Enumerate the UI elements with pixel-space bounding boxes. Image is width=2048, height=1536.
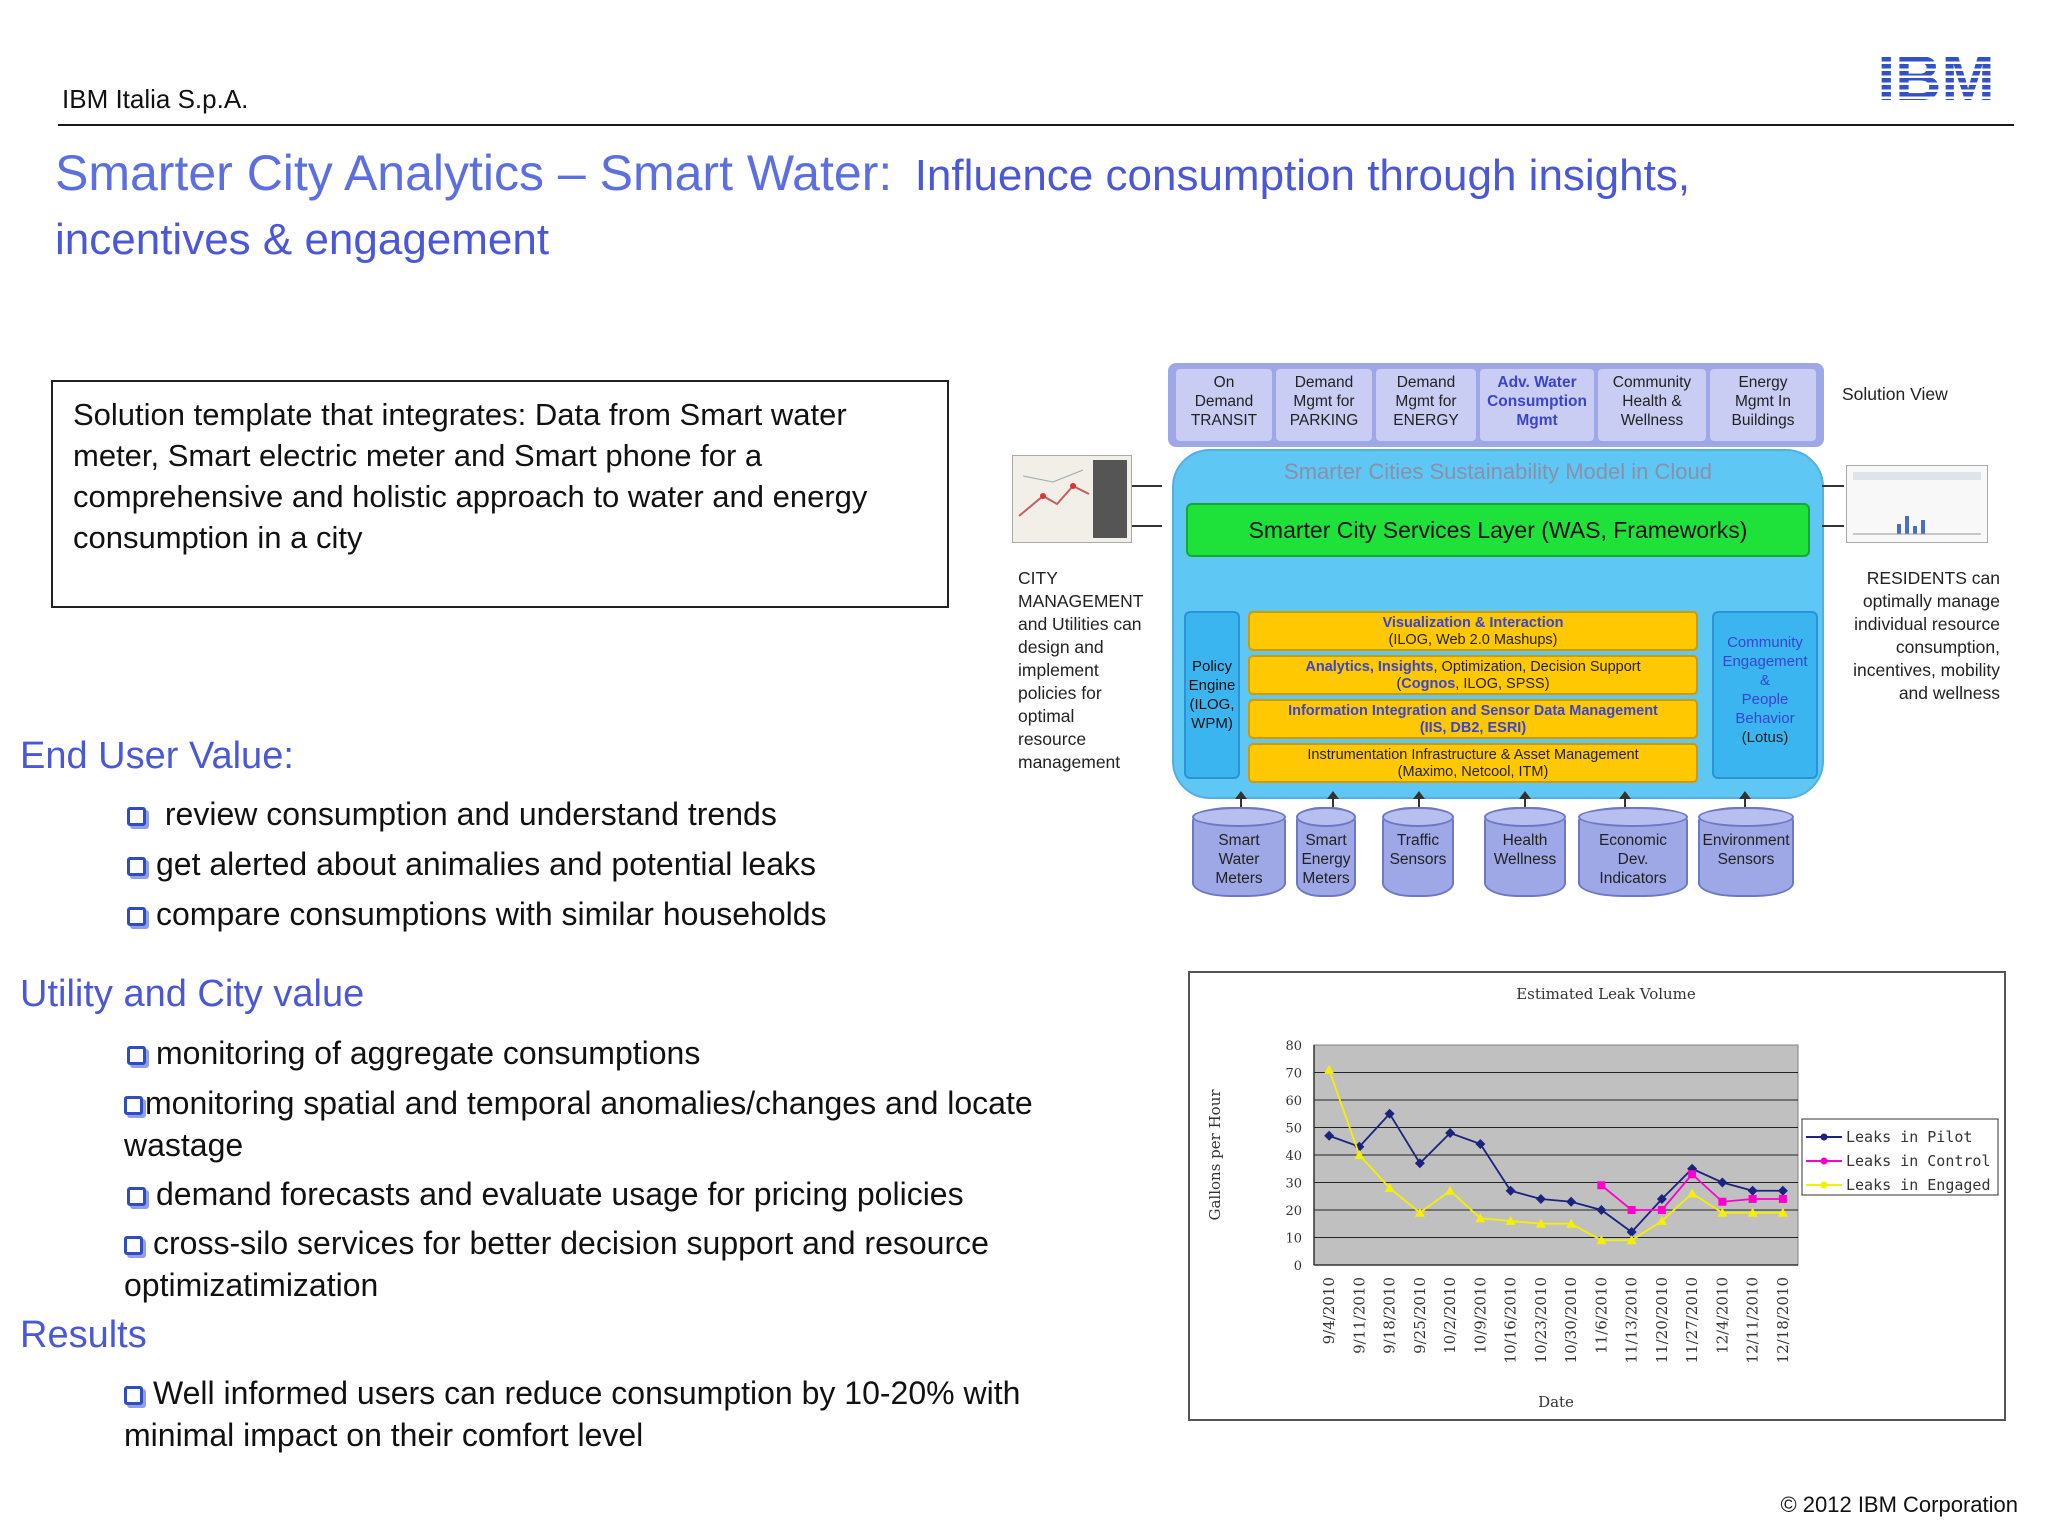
checkbox-bullet-icon [127,1187,146,1206]
data-point [1749,1195,1757,1203]
app-box-transit: On Demand TRANSIT [1176,369,1272,441]
sensor-smart-energy-meters: Smart Energy Meters [1296,807,1356,897]
arrow-left-icon [1132,525,1162,527]
x-tick-label: 9/25/2010 [1410,1277,1429,1354]
utility-item: monitoring spatial and temporal anomalies/changes and locate wastage [124,1085,1033,1163]
company-name: IBM Italia S.p.A. [62,84,249,114]
y-tick-label: 80 [1285,1039,1302,1054]
checkbox-bullet-icon [124,1096,143,1115]
x-tick-label: 10/23/2010 [1531,1277,1550,1364]
sensor-smart-water-meters: Smart Water Meters [1192,807,1286,897]
x-tick-label: 10/16/2010 [1501,1277,1520,1364]
legend-label: Leaks in Engaged [1846,1176,1991,1194]
layer-integration: Information Integration and Sensor Data Management (IIS, DB2, ESRI) [1248,699,1698,739]
sensor-traffic: Traffic Sensors [1382,807,1454,897]
dashboard-image [1847,466,1987,542]
checkbox-bullet-icon [127,907,146,926]
community-engagement-box: Community Engagement & People Behavior (Lotus) [1712,611,1818,779]
x-tick-label: 11/20/2010 [1652,1277,1671,1364]
x-tick-label: 10/30/2010 [1562,1277,1581,1364]
end-user-item: compare consumptions with similar households [127,893,827,935]
y-tick-label: 70 [1285,1066,1302,1082]
y-tick-label: 20 [1285,1204,1302,1219]
solution-box [51,380,949,608]
y-tick-label: 60 [1285,1094,1302,1109]
x-tick-label: 9/4/2010 [1320,1277,1339,1345]
arrow-right-icon [1132,485,1162,487]
checkbox-bullet-icon [124,1386,143,1405]
layer-instrumentation: Instrumentation Infrastructure & Asset Management (Maximo, Netcool, ITM) [1248,743,1698,783]
x-tick-label: 9/18/2010 [1380,1277,1399,1354]
x-tick-label: 12/4/2010 [1713,1277,1732,1354]
data-point [1718,1198,1726,1206]
app-box-health: Community Health & Wellness [1598,369,1706,441]
checkbox-bullet-icon [127,857,146,876]
ibm-logo [1868,50,2004,106]
x-tick-label: 12/18/2010 [1773,1277,1792,1364]
arrow-left-icon [1822,525,1844,527]
arrow-right-icon [1822,485,1844,487]
city-map-thumbnail [1012,455,1132,543]
y-tick-label: 30 [1285,1176,1302,1192]
data-point [1628,1206,1636,1214]
resident-dashboard-thumbnail [1846,465,1988,543]
leak-volume-chart [1188,971,2006,1421]
x-tick-label: 10/2/2010 [1441,1277,1460,1354]
sensor-environment: Environment Sensors [1698,807,1794,897]
x-tick-label: 9/11/2010 [1350,1277,1369,1354]
legend-label: Leaks in Pilot [1846,1128,1973,1146]
sensor-health-wellness: Health Wellness [1484,807,1566,897]
app-box-parking: Demand Mgmt for PARKING [1276,369,1372,441]
x-axis-label: Date [1538,1393,1574,1411]
page-title [55,146,1955,267]
layer-analytics: Analytics, Insights, Optimization, Decision Support (Cognos, ILOG, SPSS) [1248,655,1698,695]
app-box-energy: Demand Mgmt for ENERGY [1376,369,1476,441]
legend-label: Leaks in Control [1846,1152,1991,1170]
end-user-item: review consumption and understand trends [127,793,777,835]
utility-item: monitoring of aggregate consumptions [127,1032,1127,1074]
app-box-buildings: Energy Mgmt In Buildings [1710,369,1816,441]
title-sub-2: incentives & engagement [55,215,550,264]
utility-heading: Utility and City value [20,973,365,1015]
title-sub-1: Influence consumption through insights, [914,151,1691,200]
app-box-water: Adv. Water Consumption Mgmt [1480,369,1594,441]
cloud-title: Smarter Cities Sustainability Model in Cloud [1284,459,1712,484]
solution-text: Solution template that integrates: Data from Smart water meter, Smart electric meter and Smart phone for a comprehensive and holistic approach to water and energy consumption in a city [73,397,868,555]
services-layer: Smarter City Services Layer (WAS, Frameworks) [1186,503,1810,557]
utility-item: cross-silo services for better decision support and resource optimizatimization [124,1225,989,1303]
x-tick-label: 11/27/2010 [1683,1277,1702,1364]
x-tick-label: 10/9/2010 [1471,1277,1490,1354]
map-image [1013,456,1131,542]
checkbox-bullet-icon [127,807,146,826]
chart-svg [1190,973,2004,1419]
copyright: © 2012 IBM Corporation [1780,1492,2018,1517]
application-bar [1168,363,1824,447]
sensor-economic-dev: Economic Dev. Indicators [1578,807,1688,897]
data-point [1779,1195,1787,1203]
chart-title: Estimated Leak Volume [1516,985,1696,1003]
residents-text: RESIDENTS can optimally manage individual resource consumption, incentives, mobility and wellness [1853,568,2000,703]
data-point [1597,1181,1605,1189]
end-user-item: get alerted about animalies and potential leaks [127,843,816,885]
solution-architecture-diagram [1010,355,2010,915]
policy-engine-box: Policy Engine (ILOG, WPM) [1184,611,1240,779]
data-point [1658,1206,1666,1214]
y-tick-label: 50 [1285,1121,1302,1137]
city-management-text: CITY MANAGEMENT and Utilities can design and implement policies for optimal resource management [1018,568,1144,772]
cloud-platform [1172,449,1824,799]
results-item: Well informed users can reduce consumption by 10-20% with minimal impact on their comfort level [124,1375,1021,1453]
layer-visualization: Visualization & Interaction (ILOG, Web 2.0 Mashups) [1248,611,1698,651]
checkbox-bullet-icon [127,1046,146,1065]
y-tick-label: 40 [1285,1149,1302,1164]
x-tick-label: 12/11/2010 [1743,1277,1762,1364]
data-point [1688,1170,1696,1178]
end-user-heading: End User Value: [20,735,294,777]
legend-marker [1821,1182,1828,1189]
legend-marker [1821,1134,1828,1141]
solution-view-label: Solution View [1842,384,1948,404]
y-tick-label: 10 [1285,1231,1302,1247]
x-tick-label: 11/13/2010 [1622,1277,1641,1364]
legend-marker [1821,1158,1828,1165]
svg-text:IBM: IBM [1877,50,1995,106]
checkbox-bullet-icon [124,1236,143,1255]
utility-item: demand forecasts and evaluate usage for pricing policies [127,1173,1127,1215]
title-main: Smarter City Analytics – Smart Water [55,145,879,201]
title-colon: : [878,145,893,201]
results-heading: Results [20,1314,147,1356]
y-tick-label: 0 [1293,1259,1302,1274]
header-divider [58,124,2014,126]
y-axis-label: Gallons per Hour [1206,1089,1224,1221]
x-tick-label: 11/6/2010 [1592,1277,1611,1354]
